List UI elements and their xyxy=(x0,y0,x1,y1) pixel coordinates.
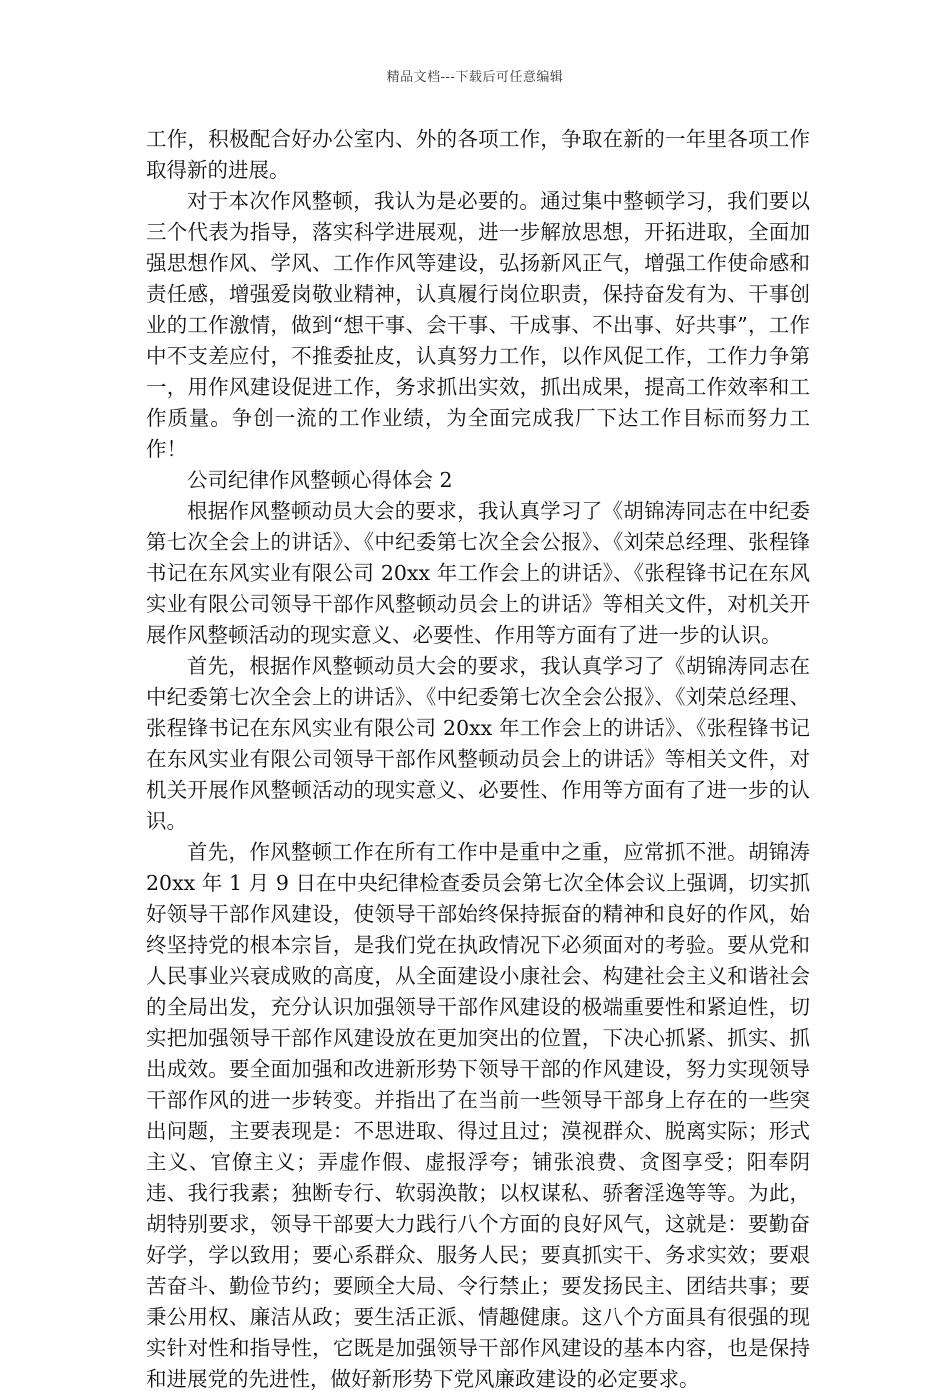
section-title: 公司纪律作风整顿心得体会 2 xyxy=(187,468,453,492)
paragraph: 对于本次作风整顿，我认为是必要的。通过集中整顿学习，我们要以三个代表为指导，落实科学进展观，进一步解放思想，开拓进取，全面加强思想作风、学风、工作作风等建设，弘扬新风正气，增强工作使命感和责任感，增强爱岗敬业精神，认真履行岗位职责，保持奋发有为、干事创业的工作激情，做到“想干事、会干事、干成事、不出事、好共事”，工作中不支差应付，不推委扯皮，认真努力工作，以作风促工作，工作力争第一，用作风建设促进工作，务求抓出实效，抓出成果，提高工作效率和工作质量。争创一流的工作业绩，为全面完成我厂下达工作目标而努力工作！ xyxy=(146,189,810,461)
paragraph: 首先，作风整顿工作在所有工作中是重中之重，应常抓不泄。胡锦涛 20xx 年 1 月 9 日在中央纪律检查委员会第七次全体会议上强调，切实抓好领导干部作风建设，使领导干部始终保持振奋的精神和良好的作风，始终坚持党的根本宗旨，是我们党在执政情况下必须面对的考验。要从党和人民事业兴衰成败的高度，从全面建设小康社会、构建社会主义和谐社会的全局出发，充分认识加强领导干部作风建设的极端重要性和紧迫性，切实把加强领导干部作风建设放在更加突出的位置，下决心抓紧、抓实、抓出成效。要全面加强和改进新形势下领导干部的作风建设，努力实现领导干部作风的进一步转变。并指出了在当前一些领导干部身上存在的一些突出问题，主要表现是：不思进取、得过且过；漠视群众、脱离实际；形式主义、官僚主义；弄虚作假、虚报浮夸；铺张浪费、贪图享受；阳奉阴违、我行我素；独断专行、软弱涣散；以权谋私、骄奢淫逸等等。为此，胡特别要求，领导干部要大力践行八个方面的良好风气，这就是：要勤奋好学，学以致用；要心系群众、服务人民；要真抓实干、务求实效；要艰苦奋斗、勤俭节约；要顾全大局、令行禁止；要发扬民主、团结共事；要秉公用权、廉洁从政；要生活正派、情趣健康。这八个方面具有很强的现实针对性和指导性，它既是加强领导干部作风建设的基本内容，也是保持和进展党的先进性，做好新形势下党风廉政建设的必定要求。 xyxy=(146,840,810,1391)
paragraph-continuation: 工作，积极配合好办公室内、外的各项工作，争取在新的一年里各项工作取得新的进展。 xyxy=(146,127,810,182)
paragraph: 根据作风整顿动员大会的要求，我认真学习了《胡锦涛同志在中纪委第七次全会上的讲话》、《中纪委第七次全会公报》、《刘荣总经理、张程锋书记在东风实业有限公司 20xx 年工作会上的讲话》、《张程锋书记在东风实业有限公司领导干部作风整顿动员会上的讲话》等相关文件，对机关开展作风整顿活动的现实意义、必要性、作用等方面有了进一步的认识。 xyxy=(146,499,810,647)
document-body xyxy=(146,124,810,1395)
paragraph: 首先，根据作风整顿动员大会的要求，我认真学习了《胡锦涛同志在中纪委第七次全会上的讲话》、《中纪委第七次全会公报》、《刘荣总经理、张程锋书记在东风实业有限公司 20xx 年工作会上的讲话》、《张程锋书记在东风实业有限公司领导干部作风整顿动员会上的讲话》等相关文件，对机关开展作风整顿活动的现实意义、必要性、作用等方面有了进一步的认识。 xyxy=(146,654,810,833)
page-header: 精品文档---下载后可任意编辑 xyxy=(386,70,564,85)
